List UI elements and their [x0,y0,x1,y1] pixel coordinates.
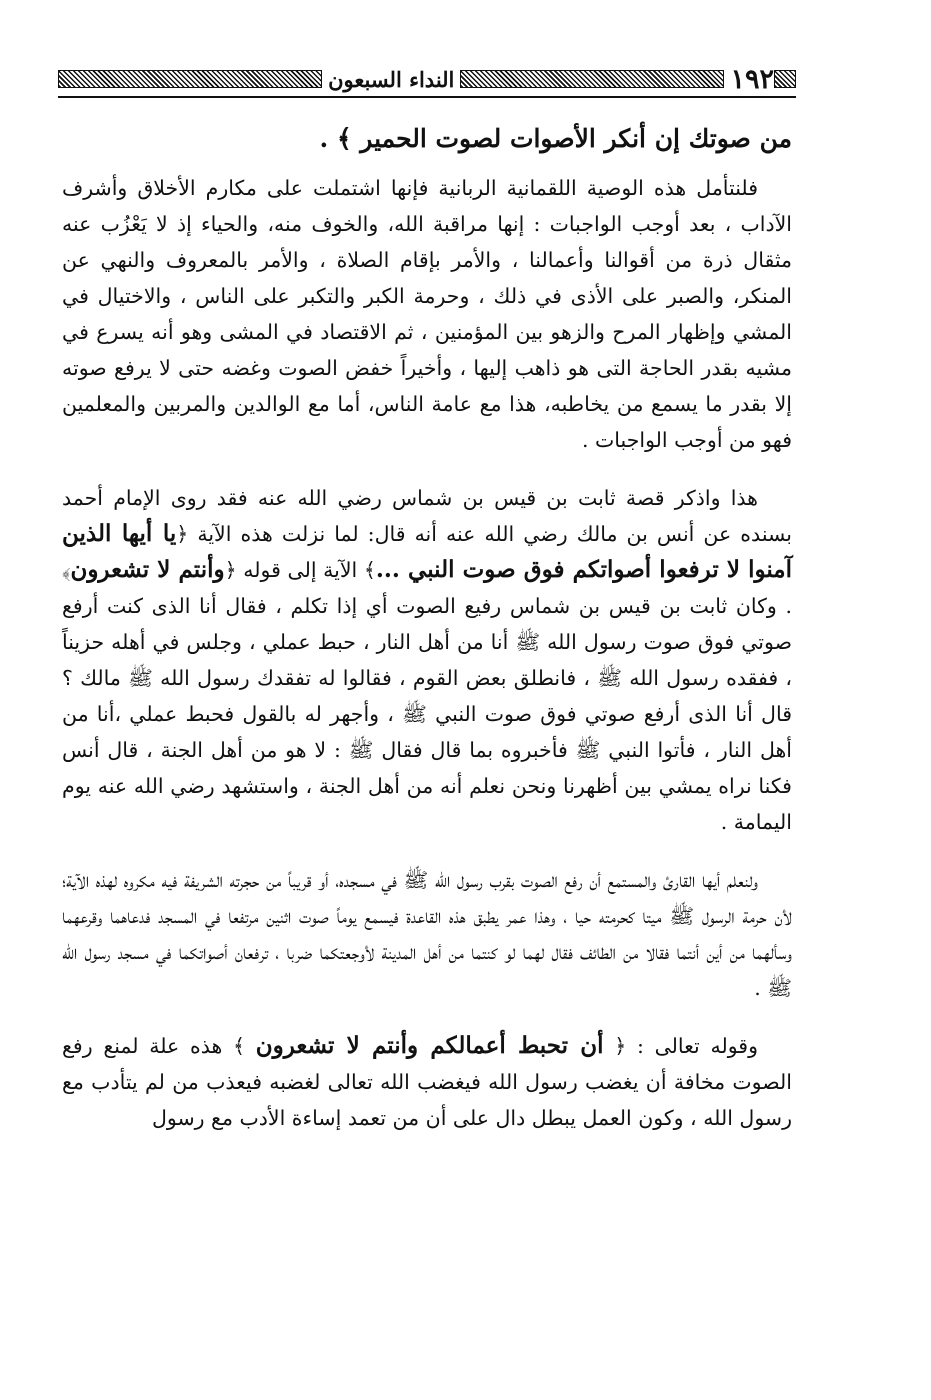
quran-quote-2: وأنتم لا تشعرون [70,556,225,583]
paragraph-4 [62,1028,792,1136]
paragraph-2-text-a: هذا واذكر قصة ثابت بن قيس بن شماس رضي الله عنه فقد روى الإمام أحمد بسنده عن أنس بن مالك رضي الله عنه أنه قال: لما نزلت هذه الآية ﴿ [62,486,792,546]
paragraph-2-text-c: ﴾ . وكان ثابت بن قيس بن شماس رفيع الصوت أي إذا تكلم ، فقال أنا الذى كنت أرفع صوتي فوق صوت رسول الله ﷺ أنا من أهل النار ، حبط عملي ، وجلس في أهله حزيناً ، ففقده رسول الله ﷺ ، فانطلق بعض القوم ، فقالوا له تفقدك رسول الله ﷺ مالك ؟ قال أنا الذى أرفع صوتي فوق صوت النبي ﷺ ، وأجهر له بالقول فحبط عملي ،أنا من أهل النار ، فأتوا النبي ﷺ فأخبروه بما قال فقال ﷺ : لا هو من أهل الجنة ، قال أنس فكنا نراه يمشي بين أظهرنا ونحن نعلم أنه من أهل الجنة ، واستشهد رضي الله عنه يوم اليمامة . [62,558,792,834]
header-ornament-middle [460,70,724,88]
verse-continuation: من صوتك إن أنكر الأصوات لصوت الحمير ﴾ . [319,124,792,153]
header-rule [58,96,796,98]
paragraph-4-text-a: وقوله تعالى : ﴿ [603,1034,758,1058]
header-ornament-right [774,70,796,88]
header-ornament-left [58,70,322,88]
paragraph-2-text-b: ﴾ الآية إلى قوله ﴿ [224,558,376,582]
paragraph-2 [62,480,792,840]
page-body [62,118,792,1136]
paragraph-3: ولنعلم أيها القارئ والمستمع أن رفع الصوت بقرب رسول الله ﷺ في مسجده، أو قريباً من حجرته الشريفة فيه مكروه لهذه الآية؛ لأن حرمة الرسول ﷺ ميتا كحرمته حيا ، وهذا عمر يطبق هذه القاعدة فيسمع يوماً صوت اثنين مرتفعا في المسجد فدعاهما وقرعهما وسألهما من أين أنتما فقالا من الطائف فقال لهما لو كنتما من أهل المدينة لأوجعتكما ضربا ، ترفعان أصواتكما في مسجد رسول الله ﷺ . [62,868,792,1000]
chapter-title: النداء السبعون [328,66,455,92]
paragraph-1: فلنتأمل هذه الوصية اللقمانية الربانية فإنها اشتملت على مكارم الأخلاق وأشرف الآداب ، بعد أوجب الواجبات : إنها مراقبة الله، والخوف منه، والحياء إذ لا يَعْزُب عنه مثقال ذرة من أقوالنا وأعمالنا ، والأمر بإقام الصلاة ، والأمر بالمعروف والنهي عن المنكر، والصبر على الأذى في ذلك ، وحرمة الكبر والتكبر على الناس ، والاختيال في المشي وإظهار المرح والزهو بين المؤمنين ، ثم الاقتصاد في المشى وهو أنه يسرع في مشيه بقدر الحاجة التى هو ذاهب إليها ، وأخيراً خفض الصوت وغضه حتى لا يرفع صوته إلا بقدر ما يسمع من يخاطبه، هذا مع عامة الناس، أما مع الوالدين والمربين والمعلمين فهو من أوجب الواجبات . [62,176,792,452]
quran-quote-1: يا أيها الذين آمنوا لا ترفعوا أصواتكم فوق صوت النبي ... [62,520,793,583]
page-number: ١٩٢ [730,63,774,95]
paragraph-4-text-b: ﴾ هذه علة لمنع رفع الصوت مخافة أن يغضب رسول الله فيغضب الله تعالى لغضبه فيعذب من لم يتأدب مع رسول الله ، وكون العمل يبطل دال على أن من تعمد إساءة الأدب مع رسول [62,1034,792,1130]
quran-quote-3: أن تحبط أعمالكم وأنتم لا تشعرون [255,1032,604,1059]
running-header [58,62,796,96]
